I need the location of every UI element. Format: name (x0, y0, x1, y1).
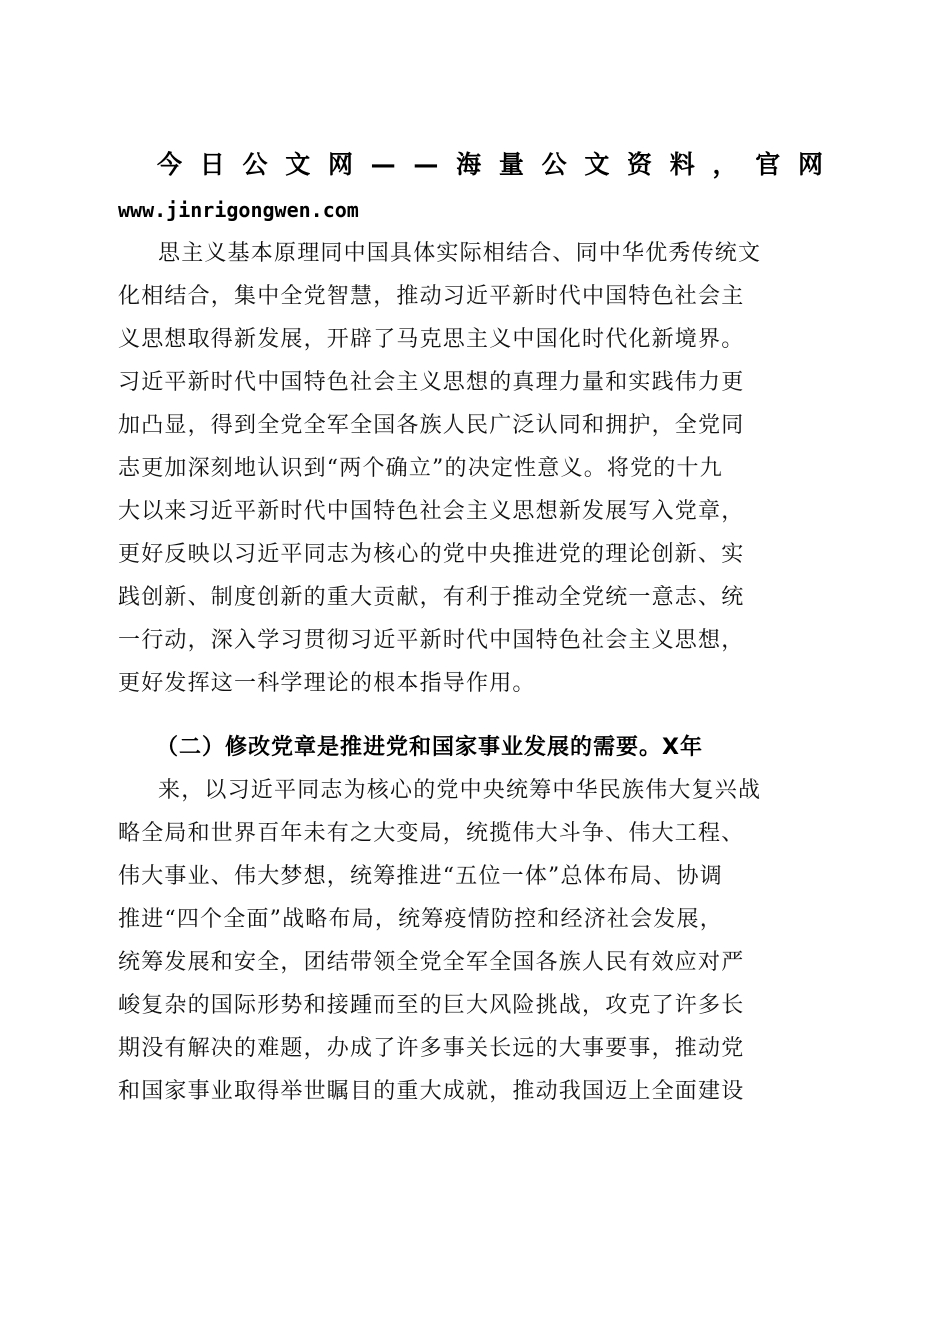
banner-char: 文 (285, 150, 311, 179)
banner-char: 公 (541, 150, 567, 179)
banner-char: 今 (157, 150, 183, 179)
paragraph-line: 更好反映以习近平同志为核心的党中央推进党的理论创新、实 (118, 542, 745, 567)
section-heading: （二）修改党章是推进党和国家事业发展的需要。X年 (156, 735, 703, 760)
paragraph-line: 伟大事业、伟大梦想，统筹推进“五位一体”总体布局、协调 (118, 864, 723, 889)
banner-char: — (370, 150, 396, 179)
banner-char: 文 (584, 150, 610, 179)
paragraph-line: 更好发挥这一科学理论的根本指导作用。 (118, 671, 536, 696)
body-paragraph-2 (118, 769, 828, 1113)
paragraph-line: 推进“四个全面”战略布局，统筹疫情防控和经济社会发展， (118, 907, 723, 932)
banner-char: ， (712, 150, 738, 179)
paragraph-line: 义思想取得新发展，开辟了马克思主义中国化时代化新境界。 (118, 327, 745, 352)
paragraph-line: 大以来习近平新时代中国特色社会主义思想新发展写入党章， (118, 499, 745, 524)
banner-char: 料 (669, 150, 695, 179)
banner-char: 资 (627, 150, 653, 179)
paragraph-line: 践创新、制度创新的重大贡献，有利于推动全党统一意志、统 (118, 585, 745, 610)
paragraph-line: 峻复杂的国际形势和接踵而至的巨大风险挑战，攻克了许多长 (118, 993, 745, 1018)
banner-char: 量 (498, 150, 524, 179)
banner-char: 网 (327, 150, 353, 179)
banner-char: — (413, 150, 439, 179)
paragraph-line: 和国家事业取得举世瞩目的重大成就，推动我国迈上全面建设 (118, 1079, 745, 1104)
paragraph-line: 统筹发展和安全，团结带领全党全军全国各族人民有效应对严 (118, 950, 745, 975)
banner-char: 日 (199, 150, 225, 179)
site-url: www.jinrigongwen.com (118, 198, 359, 222)
paragraph-line: 化相结合，集中全党智慧，推动习近平新时代中国特色社会主 (118, 284, 745, 309)
banner-char: 官 (755, 150, 781, 179)
banner-char: 公 (242, 150, 268, 179)
paragraph-line: 略全局和世界百年未有之大变局，统揽伟大斗争、伟大工程、 (118, 821, 745, 846)
banner-char: 海 (456, 150, 482, 179)
paragraph-line: 来，以习近平同志为核心的党中央统筹中华民族伟大复兴战 (158, 778, 762, 803)
paragraph-line: 习近平新时代中国特色社会主义思想的真理力量和实践伟力更 (118, 370, 745, 395)
paragraph-line: 一行动，深入学习贯彻习近平新时代中国特色社会主义思想， (118, 628, 745, 653)
paragraph-line: 加凸显，得到全党全军全国各族人民广泛认同和拥护，全党同 (118, 413, 745, 438)
paragraph-line: 志更加深刻地认识到“两个确立”的决定性意义。将党的十九 (118, 456, 723, 481)
banner-char: 网 (797, 150, 823, 179)
paragraph-line: 期没有解决的难题，办成了许多事关长远的大事要事，推动党 (118, 1036, 745, 1061)
paragraph-line: 思主义基本原理同中国具体实际相结合、同中华优秀传统文 (158, 241, 762, 266)
site-banner-title (157, 145, 823, 185)
body-paragraph-1 (118, 232, 828, 705)
